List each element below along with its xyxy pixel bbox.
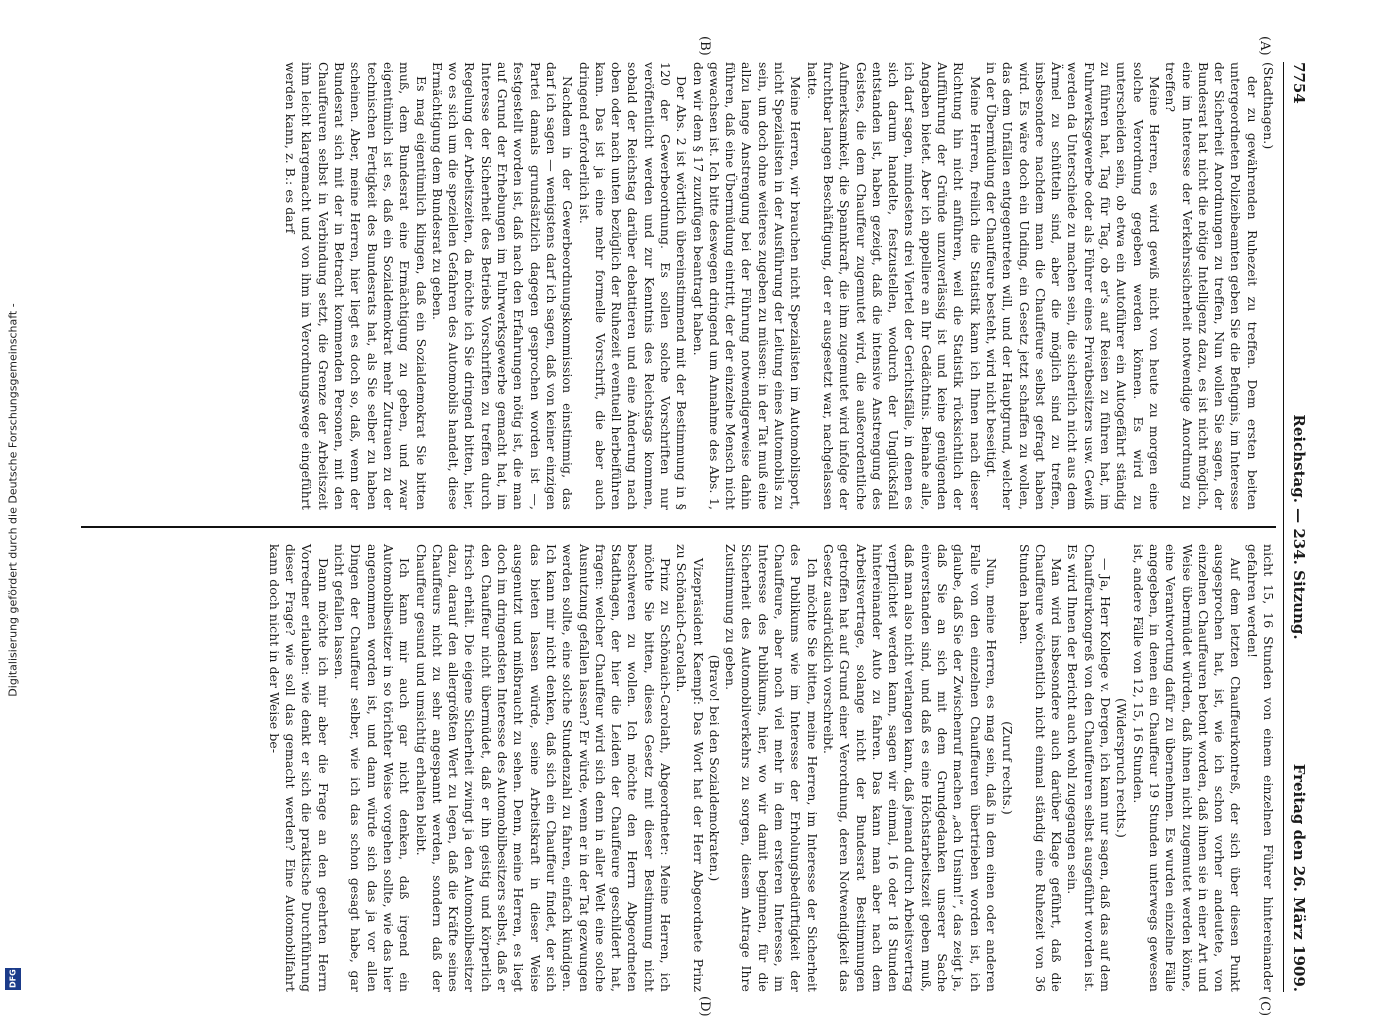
paragraph: Meine Herren, es wird gewiß nicht von heute zu morgen eine solche Verordnung gegeben werden können. Es wird zu unterscheiden sein, ob etwa ein Autoführer ein Autogefährt ständig zu führen hat, Tag für Tag, ob er's auf Reisen zu führen hat, im Fuhrwerksgewerbe oder als Führer eines Privatbesitzers usw. Gewiß werden da Unterschiede zu machen sein, die sicherlich nicht aus dem Ärmel zu schütteln sind, aber die möglich sind zu treffen, insbesondere nachdem man die Chauffeure selbst gefragt haben wird. Es wäre doch ein Unding, ein Gesetz jetzt schaffen zu wollen, das dem Unfällen entgegentreten will, und der Hauptgrund, welcher in der Übermüdung der Chauffeure besteht, wird nicht beseitigt.	[983, 62, 1162, 510]
margin-letter-a: (A)	[1257, 36, 1272, 56]
paragraph: Auf dem letzten Chauffeurkontreß, der sich über diesen Punkt ausgesprochen hat, ist, wie ich schon vorher andeutete, von einzelnen Chauffeuren betont worden, daß ihnen sie in einer Art und Weise übermüdet würden, daß ihnen nicht zugemutet werden könne, eine Verantwortung dafür zu übernehmen. Es wurden einzelne Fälle angegeben, in denen ein Chauffeur 19 Stunden unterwegs gewesen ist, andere Fälle von 12, 15, 16 Stunden.	[1130, 544, 1244, 992]
dfg-logo	[5, 968, 21, 990]
dfg-logo-text: DFG	[8, 969, 18, 989]
paragraph: Nun, meine Herren, es mag sein, daß in dem einen oder anderen Falle von den einzelnen Chauffeuren übertrieben worden ist, ich glaube, daß Sie der Zwischenruf machen „ach Unsinn!“, das zeigt ja, daß Sie an sich mit dem Grundgedanken unserer Sache einverstanden sind, und daß es eine Höchstarbeitszeit geben muß, daß man also nicht verlangen kann, daß jemand durch Arbeitsvertrag verpflichtet werden kann, sagen wir einmal, 16 oder 18 Stunden hintereinander Auto zu fahren. Das kann man aber nach dem Arbeitsvertrage, solange nicht der Bundesrat Bestimmungen getroffen hat auf Grund einer Verordnung, deren Notwendigkeit das Gesetz ausdrücklich vorschreibt.	[820, 544, 999, 992]
session-date: Freitag den 26. März 1909.	[1290, 763, 1308, 992]
paragraph: — Ja, Herr Kollege v. Dergen, ich kann nur sagen, daß das auf dem Chauffeurkongreß von den Chauffeuren selbst ausgeführt worden ist. Es wird Ihnen der Bericht auch wohl zugegangen sein.	[1065, 544, 1114, 992]
paragraph: Nachdem in der Gewerbeordnungskommission einstimmig, das darf ich sagen — wenigstens darf ich sagen, daß von keiner einzigen Partei damals grundsätzlich dagegen gesprochen worden ist —, festgestellt worden ist, daß nach den Erfahrungen nötig ist, die man auf Grund der Erhebungen im Fuhrwerksgewerbe gemacht hat, im Interesse der Sicherheit des Betriebs Vorschriften zu treffen durch Regelung der Arbeitszeiten, da möchte ich Sie dringend bitten, hier, wo es sich um die speziellen Gefahren des Automobils handelt, diese Ermächtigung dem Bundesrat zu geben.	[429, 62, 576, 510]
paragraph: Man wird insbesondere auch darüber Klage geführt, daß die Chauffeure wöchentlich nicht einmal ständig eine Ruhezeit von 36 Stunden haben.	[1016, 544, 1065, 992]
interjection: (Widerspruch rechts.)	[1114, 698, 1130, 838]
speaker-announcement: Vizepräsident Kaempf: Das Wort hat der Herr Abgeordnete Prinz zu Schönaich-Carolath.	[674, 544, 706, 992]
page-header	[1282, 62, 1312, 992]
credit-text: Digitalisierung gefördert durch die Deutsche Forschungsgemeinschaft -	[6, 303, 20, 697]
column-divider	[81, 526, 1276, 528]
left-column	[81, 62, 1276, 510]
margin-letter-b: (B)	[697, 36, 712, 56]
paragraph: Ich kann mir auch gar nicht denken, daß irgend ein Automobilbesitzer in so törichter Weise vorgehen sollte, wie das hier angenommen worden ist, und dann würde sich das ja vor allen Dingen der Chauffeur selber, wie ich das schon gesagt habe, gar nicht gefallen lassen.	[332, 544, 413, 992]
paragraph: der zu gewährenden Ruhezeit zu treffen. Dem ersten beiten untergeordneten Polizeibeamten geben Sie die Befugnis, im Interesse der Sicherheit Anordnungen zu treffen, Nun wollen Sie sagen, der Bundesrat hat nicht die nötige Intelligenz dazu, es ist nicht möglich, eine im Interesse der Verkehrssicherheit notwendige Anordnung zu treffen?	[1163, 62, 1260, 510]
paragraph: nicht 15, 16 Stunden von einem einzelnen Führer hintereinander gefahren werden!	[1244, 544, 1276, 992]
header-rule	[1283, 62, 1284, 992]
paragraph: Dann möchte ich mir aber die Frage an den geehrten Herrn Vorredner erlauben: wie denkt er sich die praktische Durchführung dieser Frage? wie soll das gemacht werden? Eine Automobilfahrt kann doch nicht in der Weise be-	[266, 544, 331, 992]
paragraph: Meine Herren, wir brauchen nicht Spezialisten im Automobilsport, nicht Spezialisten in der Ausführung der Leitung eines Automobils zu sein, um doch ohne weiteres zugeben zu müssen: in der Tat muß eine allzu lange Anstrengung bei der Führung notwendigerweise dahin führen, daß eine Übermüdung eintritt, der der einzelne Mensch nicht gewachsen ist. Ich bitte deswegen dringend um Annahme des Abs. 1, den wir dem § 17 zuzufügen beantragt haben.	[690, 62, 804, 510]
interjection: (Zuruf rechts.)	[1000, 721, 1016, 815]
paragraph: Ich möchte Sie bitten, meine Herren, im Interesse der Sicherheit des Publikums wie im Interesse der Erholungsbedürftigkeit der Chauffeure, aber noch viel mehr in dem ersteren Interesse, im Interesse des Publikums, hier, wo wir damit beginnen, für die Sicherheit des Automobilverkehrs zu sorgen, diesem Antrage Ihre Zustimmung zu geben.	[723, 544, 820, 992]
session-title: Reichstag. — 234. Sitzung.	[1290, 414, 1308, 640]
rotated-page-content	[76, 36, 1312, 1017]
paragraph: Es mag eigentümlich klingen, daß ein Sozialdemokrat Sie bitten muß, dem Bundesrat eine Ermächtigung zu geben, und zwar eigentümlich ist es, daß ein Sozialdemokrat mehr Zutrauen zu der technischen Fertigkeit des Bundesrats hat, als Sie selber zu haben scheinen. Aber, meine Herren, hier liegt es doch so, daß, wenn der Bundesrat sich mit der in Betracht kommenden Personen, mit den Chauffeuren selbst in Verbindung setzt, die Grenze der Arbeitszeit ihm leicht klargemacht und von ihm im Verordnungswege eingeführt werden kann, z. B.: es darf	[283, 62, 429, 510]
digitization-credit	[2, 0, 24, 1000]
interjection: (Bravo! bei den Sozialdemokraten.)	[706, 654, 722, 882]
margin-letter-c: (C)	[1257, 996, 1272, 1017]
paragraph: Der Abs. 2 ist wörtlich übereinstimmend mit der Bestimmung in § 120 der Gewerbeordnung. Es sollen solche Vorschriften nur veröffentlicht werden und zur Kenntnis des Reichstags kommen, sobald der Reichstag darüber debattieren und eine Änderung nach oben oder nach unten bezüglich der Ruhezeit eventuell herbeiführen kann. Das ist ja eine mehr formelle Vorschrift, die aber auch dringend erforderlich ist.	[576, 62, 690, 510]
page-number: 7754	[1290, 62, 1308, 104]
paragraph: Meine Herren, freilich die Statistik kann ich Ihnen nach dieser Richtung hin nicht anführen, weil die Statistik rücksichtlich der Aufführung der Gründe unzuverlässig ist und keine genügenden Angaben bietet. Aber ich appelliere an Ihr Gedächtnis. Beinahe alle, ich darf sagen, mindestens drei Viertel der Gerichtsfälle, in denen es sich darum handelte, festzustellen, wodurch der Unglücksfall entstanden ist, haben gezeigt, daß die intensive Anstrengung des Geistes, die dem Chauffeur zugemutet wird, die außerordentliche Aufmerksamkeit, die Spannkraft, die ihm zugemutet wird infolge der furchtbar langen Beschäftigung, der er ausgesetzt war, nachgelassen hatte.	[804, 62, 983, 510]
right-column	[81, 544, 1276, 992]
paragraph: Prinz zu Schönaich-Carolath, Abgeordneter: Meine Herren, ich möchte Sie bitten, dieses Gesetz mit dieser Bestimmung nicht beschweren zu wollen. Ich möchte den Herrn Abgeordneten Stadthagen, der hier die Leiden der Chauffeure geschildert hat, fragen: welcher Chauffeur wird sich denn in aller Welt eine solche Ausnutzung gefallen lassen? Er würde, wenn er in der Tat gezwungen werden sollte, eine solche Stundenzahl zu fahren, einfach kündigen. Ich kann mir nicht denken, daß sich ein Chauffeur findet, der sich das bieten lassen würde, seine Arbeitskraft in dieser Weise ausgenutzt und mißbraucht zu sehen. Denn, meine Herren, es liegt doch im dringendsten Interesse des Automobilbesitzers selbst, daß er den Chauffeur nicht übermüdet, daß er ihn geistig und körperlich frisch erhält. Die eigene Sicherheit zwingt ja den Automobilbesitzer dazu, darauf den allergrößten Wert zu legen, daß die Kräfte seines Chauffeurs nicht zu sehr angespannt werden, sondern daß der Chauffeur gesund und umsichtig erhalten bleibt.	[413, 544, 674, 992]
speaker-tag: (Stadthagen.)	[1261, 62, 1276, 150]
margin-letter-d: (D)	[697, 996, 712, 1017]
